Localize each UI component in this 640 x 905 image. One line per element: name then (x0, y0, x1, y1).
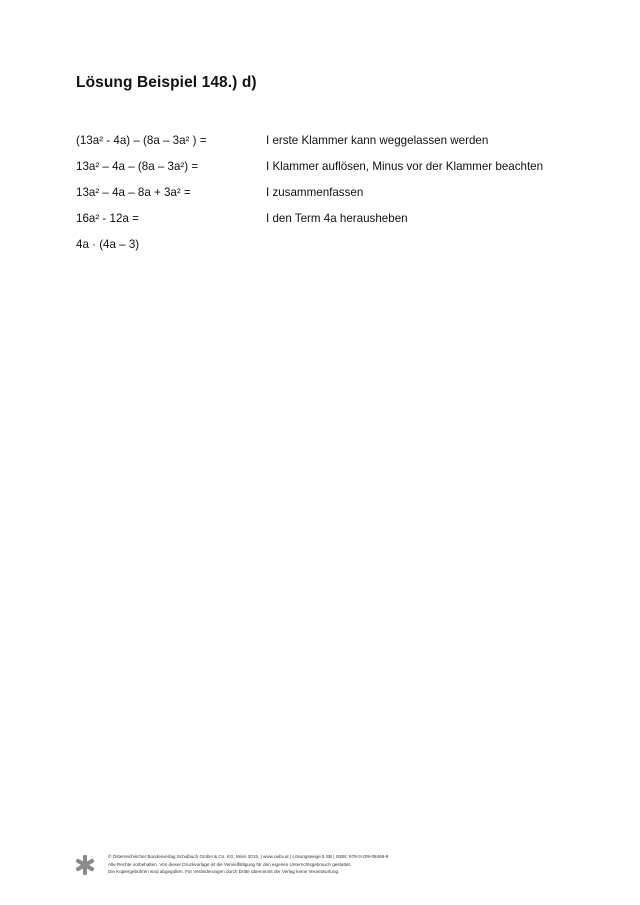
solution-step (76, 237, 596, 263)
step-note: I Klammer auflösen, Minus vor der Klammer beachten (266, 160, 544, 173)
step-note: I den Term 4a herausheben (266, 212, 408, 225)
step-note: I zusammenfassen (266, 186, 364, 199)
footer-copyright: © Österreichischer Bundesverlag Schulbuch GmbH & Co. KG, Wien 2015. | www.oebv.at | Lösungswege 5 SB | ISBN: 978-3-209-08466-8 (108, 854, 389, 859)
footer-text (108, 853, 388, 876)
publisher-logo-icon (74, 854, 96, 876)
footer-rights: Alle Rechte vorbehalten. Von dieser Druckvorlage ist die Vervielfältigung für den eigenen Unterrichtsgebrauch gestattet. (108, 861, 352, 867)
step-expression: 4a · (4a – 3) (76, 238, 140, 251)
solution-steps (76, 133, 596, 263)
step-expression: 13a² – 4a – (8a – 3a²) = (76, 160, 199, 173)
step-expression: 13a² – 4a – 8a + 3a² = (76, 186, 191, 199)
step-expression: (13a² - 4a) – (8a – 3a² ) = (76, 134, 207, 147)
step-expression: 16a² - 12a = (76, 212, 139, 225)
solution-step (76, 159, 596, 185)
solution-step (76, 211, 596, 237)
footer-disclaimer: Die Kopiergebühren sind abgegolten. Für Veränderungen durch Dritte übernimmt der Verlag keine Verantwortung. (108, 869, 340, 875)
step-note: I erste Klammer kann weggelassen werden (266, 134, 489, 147)
footer (74, 852, 594, 882)
solution-step (76, 185, 596, 211)
solution-step (76, 133, 596, 159)
page-title: Lösung Beispiel 148.) d) (76, 74, 257, 91)
